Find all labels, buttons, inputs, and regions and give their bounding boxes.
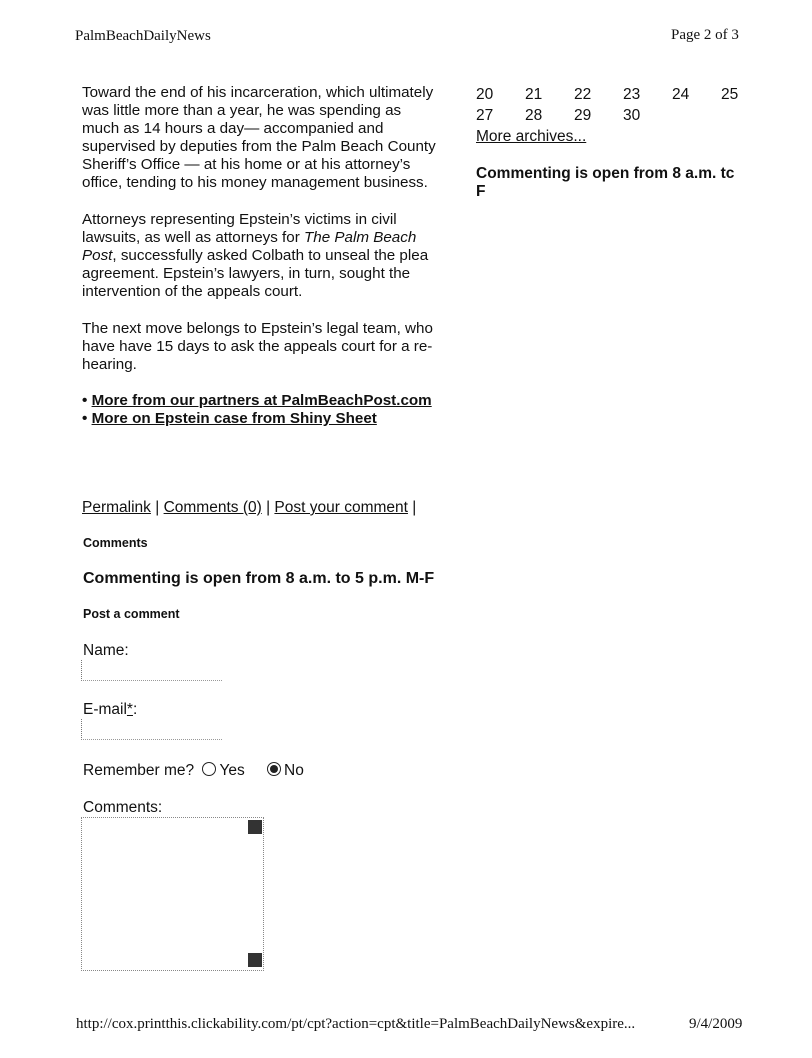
comments-heading: Comments xyxy=(83,536,148,550)
required-marker: * xyxy=(126,701,133,718)
calendar-day[interactable]: 23 xyxy=(623,86,641,103)
related-link-partners[interactable]: • More from our partners at PalmBeachPost.com xyxy=(82,392,432,409)
related-links xyxy=(82,392,442,428)
calendar-day[interactable]: 30 xyxy=(623,107,641,124)
print-date: 9/4/2009 xyxy=(689,1016,743,1032)
comments-label: Comments: xyxy=(83,799,163,816)
email-input[interactable] xyxy=(81,719,222,740)
calendar-day[interactable]: 21 xyxy=(525,86,543,103)
calendar-day[interactable]: 27 xyxy=(476,107,494,124)
email-label: E-mail*: xyxy=(83,701,138,718)
post-comment-link[interactable]: Post your comment xyxy=(274,499,408,516)
comments-link[interactable]: Comments (0) xyxy=(163,499,262,516)
name-label: Name: xyxy=(83,642,129,659)
scroll-down-icon[interactable] xyxy=(248,953,262,967)
related-link-epstein[interactable]: • More on Epstein case from Shiny Sheet xyxy=(82,410,377,427)
calendar-row xyxy=(476,86,770,107)
more-archives-link[interactable]: More archives... xyxy=(476,128,587,145)
sidebar-commenting-notice: Commenting is open from 8 a.m. tc F xyxy=(476,165,735,200)
article-body xyxy=(82,84,442,428)
article-paragraph: Attorneys representing Epstein’s victims in civil lawsuits, as well as attorneys for The Palm Beach Post, successfully asked Colbath to unseal the plea agreement. Epstein’s lawyers, in turn, sought the intervention of the appeals court. xyxy=(82,211,429,300)
calendar-day[interactable]: 24 xyxy=(672,86,690,103)
remember-me: Remember me? Yes No xyxy=(83,762,304,779)
calendar-day[interactable]: 22 xyxy=(574,86,592,103)
article-paragraph: Toward the end of his incarceration, which ultimately was little more than a year, he was spending as much as 14 hours a day— accompanied and supervised by deputies from the Palm Beach County Sheriff’s Office — at his home or at his attorney’s office, tending to his money management business. xyxy=(82,84,436,191)
post-meta-links: Permalink | Comments (0) | Post your comment | xyxy=(82,499,417,516)
calendar-day[interactable]: 25 xyxy=(721,86,739,103)
page-indicator: Page 2 of 3 xyxy=(671,27,739,43)
name-input[interactable] xyxy=(81,660,222,681)
archive-calendar xyxy=(476,86,770,128)
radio-no-icon[interactable] xyxy=(267,762,281,776)
publication-name: The Palm Beach Post xyxy=(82,229,417,264)
remember-no-option[interactable]: No xyxy=(267,762,304,779)
comments-textarea[interactable] xyxy=(81,817,264,971)
permalink-link[interactable]: Permalink xyxy=(82,499,151,516)
print-url: http://cox.printthis.clickability.com/pt/cpt?action=cpt&title=PalmBeachDailyNews&expire... xyxy=(76,1016,636,1032)
calendar-day[interactable]: 29 xyxy=(574,107,592,124)
calendar-day[interactable]: 28 xyxy=(525,107,543,124)
commenting-notice: Commenting is open from 8 a.m. to 5 p.m. M-F xyxy=(83,570,435,587)
radio-yes-icon[interactable] xyxy=(202,762,216,776)
article-paragraph: The next move belongs to Epstein’s legal team, who have have 15 days to ask the appeals court for a re-hearing. xyxy=(82,320,433,373)
calendar-day[interactable]: 20 xyxy=(476,86,494,103)
post-comment-heading: Post a comment xyxy=(83,607,180,621)
site-name: PalmBeachDailyNews xyxy=(75,28,211,44)
scroll-up-icon[interactable] xyxy=(248,820,262,834)
remember-yes-option[interactable]: Yes xyxy=(202,762,244,779)
calendar-row xyxy=(476,107,770,128)
